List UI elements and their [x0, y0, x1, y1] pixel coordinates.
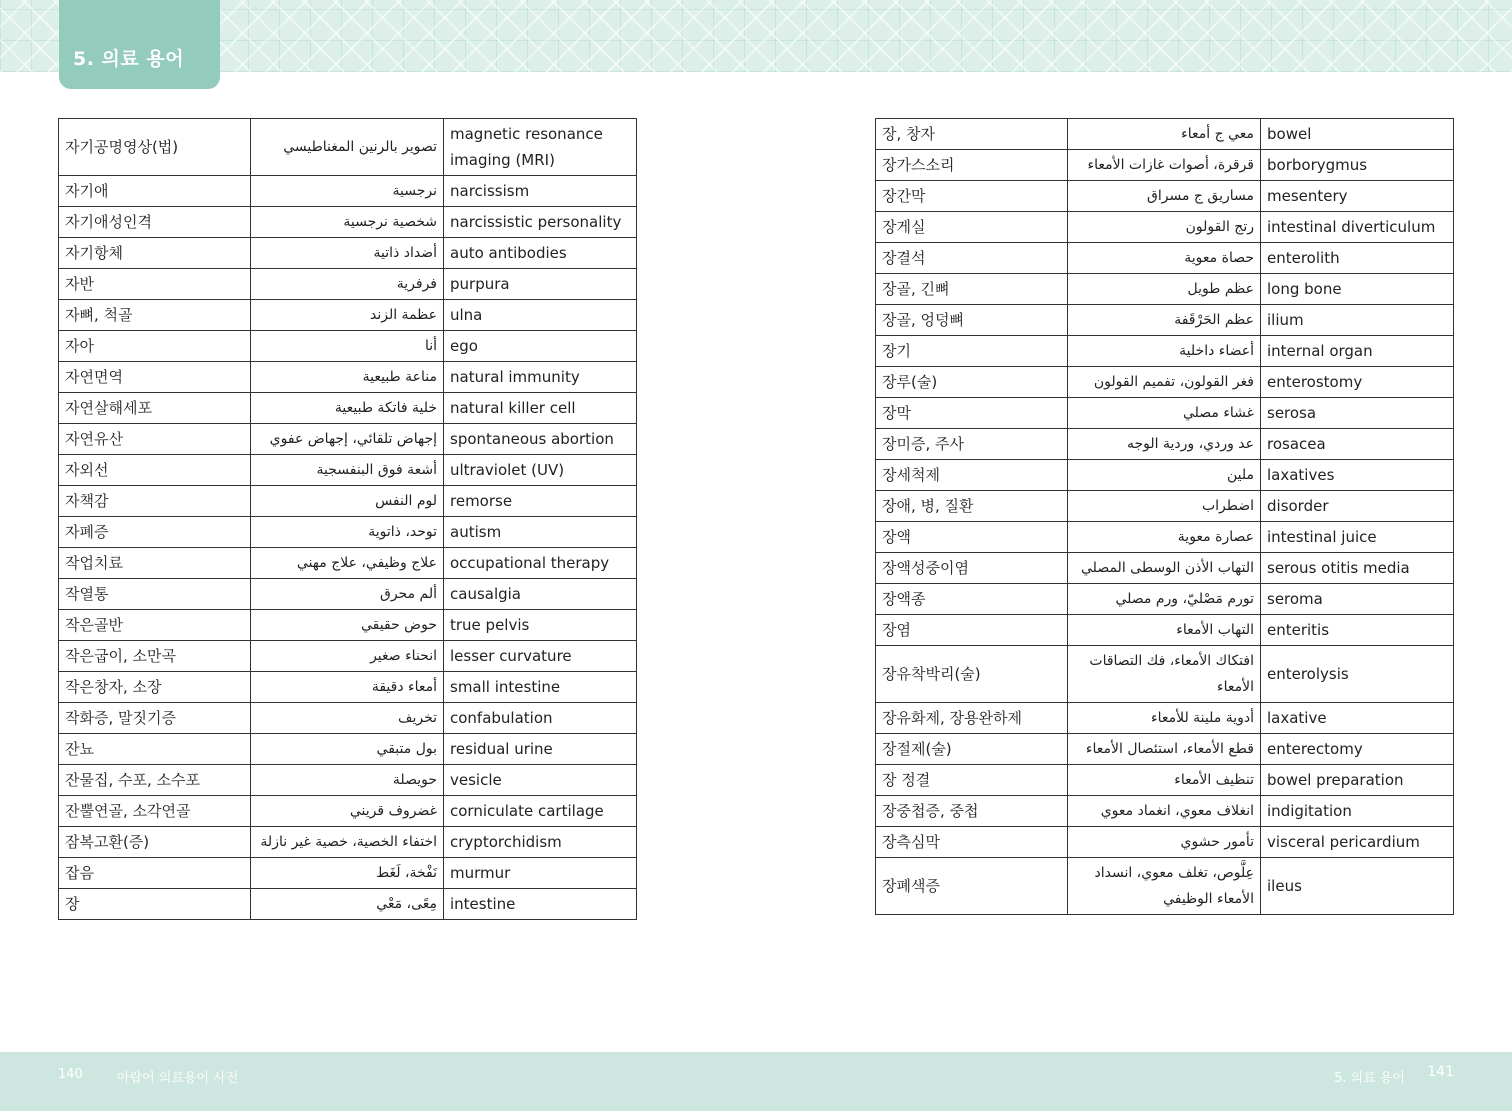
korean-term: 작은굽이, 소만곡 [59, 641, 251, 672]
arabic-term: عِلَّوص، تغلف معوي، انسداد الأمعاء الوظيفي [1068, 858, 1261, 915]
korean-term: 자연살해세포 [59, 393, 251, 424]
table-row [59, 424, 637, 455]
table-row [876, 429, 1454, 460]
table-row [59, 119, 637, 176]
arabic-term: أعضاء داخلية [1068, 336, 1261, 367]
arabic-term: أشعة فوق البنفسجية [251, 455, 444, 486]
table-row [876, 491, 1454, 522]
arabic-term: تأمور حشوي [1068, 827, 1261, 858]
table-row [59, 207, 637, 238]
table-row [876, 119, 1454, 150]
table-row [59, 455, 637, 486]
korean-term: 장폐색증 [876, 858, 1068, 915]
korean-term: 자기애성인격 [59, 207, 251, 238]
arabic-term: غضروف قريني [251, 796, 444, 827]
arabic-term: حصاة معوية [1068, 243, 1261, 274]
table-row [59, 827, 637, 858]
table-row [876, 181, 1454, 212]
arabic-term: علاج وظيفي، علاج مهني [251, 548, 444, 579]
english-term: bowel [1261, 119, 1454, 150]
english-term: intestinal diverticulum [1261, 212, 1454, 243]
right-page-number: 141 [1427, 1064, 1454, 1080]
korean-term: 장막 [876, 398, 1068, 429]
korean-term: 장유화제, 장용완하제 [876, 703, 1068, 734]
korean-term: 장중첩증, 중첩 [876, 796, 1068, 827]
arabic-term: التهاب الأذن الوسطى المصلي [1068, 553, 1261, 584]
table-row [59, 238, 637, 269]
korean-term: 자연면역 [59, 362, 251, 393]
arabic-term: مساريق ج مسراق [1068, 181, 1261, 212]
korean-term: 잔물집, 수포, 소수포 [59, 765, 251, 796]
korean-term: 장골, 긴뼈 [876, 274, 1068, 305]
table-row [876, 796, 1454, 827]
english-term: vesicle [444, 765, 637, 796]
english-term: intestine [444, 889, 637, 920]
arabic-term: التهاب الأمعاء [1068, 615, 1261, 646]
table-row [876, 703, 1454, 734]
table-row [876, 827, 1454, 858]
table-row [59, 641, 637, 672]
english-term: long bone [1261, 274, 1454, 305]
left-running-title: 아랍어 의료용어 사전 [117, 1071, 239, 1086]
table-row [59, 579, 637, 610]
english-term: small intestine [444, 672, 637, 703]
korean-term: 작은창자, 소장 [59, 672, 251, 703]
korean-term: 장가스소리 [876, 150, 1068, 181]
table-row [59, 672, 637, 703]
korean-term: 자아 [59, 331, 251, 362]
english-term: narcissistic personality [444, 207, 637, 238]
english-term: narcissism [444, 176, 637, 207]
chapter-tab: 5. 의료 용어 [59, 0, 220, 89]
korean-term: 장액종 [876, 584, 1068, 615]
english-term: enterectomy [1261, 734, 1454, 765]
english-term: causalgia [444, 579, 637, 610]
table-row [876, 274, 1454, 305]
english-term: occupational therapy [444, 548, 637, 579]
table-row [876, 305, 1454, 336]
arabic-term: رتج القولون [1068, 212, 1261, 243]
arabic-term: فغر القولون، تفميم القولون [1068, 367, 1261, 398]
arabic-term: أمعاء دقيقة [251, 672, 444, 703]
table-row [876, 212, 1454, 243]
header-pattern-band [0, 0, 1512, 72]
english-term: seroma [1261, 584, 1454, 615]
korean-term: 잠복고환(증) [59, 827, 251, 858]
korean-term: 장간막 [876, 181, 1068, 212]
arabic-term: مِعًى، مَعْي [251, 889, 444, 920]
english-term: true pelvis [444, 610, 637, 641]
table-row [59, 300, 637, 331]
arabic-term: غشاء مصلي [1068, 398, 1261, 429]
korean-term: 장루(술) [876, 367, 1068, 398]
arabic-term: ملين [1068, 460, 1261, 491]
korean-term: 장골, 엉덩뼈 [876, 305, 1068, 336]
english-term: mesentery [1261, 181, 1454, 212]
left-page-number: 140 [58, 1067, 83, 1082]
korean-term: 자연유산 [59, 424, 251, 455]
english-term: borborygmus [1261, 150, 1454, 181]
korean-term: 잔뇨 [59, 734, 251, 765]
arabic-term: قطع الأمعاء، استئصال الأمعاء [1068, 734, 1261, 765]
table-row [59, 517, 637, 548]
korean-term: 자기애 [59, 176, 251, 207]
korean-term: 장세척제 [876, 460, 1068, 491]
arabic-term: حويصلة [251, 765, 444, 796]
english-term: laxatives [1261, 460, 1454, 491]
english-term: auto antibodies [444, 238, 637, 269]
table-row [59, 548, 637, 579]
table-row [876, 336, 1454, 367]
english-term: magnetic resonance imaging (MRI) [444, 119, 637, 176]
korean-term: 장, 창자 [876, 119, 1068, 150]
arabic-term: اضطراب [1068, 491, 1261, 522]
arabic-term: معي ج أمعاء [1068, 119, 1261, 150]
arabic-term: أنا [251, 331, 444, 362]
korean-term: 자기공명영상(법) [59, 119, 251, 176]
arabic-term: مناعة طبيعية [251, 362, 444, 393]
table-row [59, 796, 637, 827]
arabic-term: نَفْخة، لَغَط [251, 858, 444, 889]
table-row [59, 765, 637, 796]
arabic-term: لوم النفس [251, 486, 444, 517]
korean-term: 자반 [59, 269, 251, 300]
korean-term: 자외선 [59, 455, 251, 486]
arabic-term: ألم محرق [251, 579, 444, 610]
arabic-term: شخصية نرجسية [251, 207, 444, 238]
arabic-term: بول متبقي [251, 734, 444, 765]
table-row [59, 176, 637, 207]
korean-term: 장 정결 [876, 765, 1068, 796]
right-running-title: 5. 의료 용어 [1334, 1071, 1405, 1086]
english-term: visceral pericardium [1261, 827, 1454, 858]
arabic-term: فرفرية [251, 269, 444, 300]
arabic-term: عظمة الزند [251, 300, 444, 331]
table-row [876, 858, 1454, 915]
table-row [876, 615, 1454, 646]
english-term: enterolysis [1261, 646, 1454, 703]
arabic-term: خلية فاتكة طبيعية [251, 393, 444, 424]
table-row [876, 584, 1454, 615]
korean-term: 자기항체 [59, 238, 251, 269]
arabic-term: إجهاض تلقائي، إجهاض عفوي [251, 424, 444, 455]
korean-term: 장 [59, 889, 251, 920]
english-term: laxative [1261, 703, 1454, 734]
english-term: lesser curvature [444, 641, 637, 672]
korean-term: 잔뿔연골, 소각연골 [59, 796, 251, 827]
korean-term: 장액 [876, 522, 1068, 553]
table-row [876, 460, 1454, 491]
english-term: remorse [444, 486, 637, 517]
table-row [59, 703, 637, 734]
arabic-term: توحد، ذاتوية [251, 517, 444, 548]
table-row [876, 734, 1454, 765]
table-row [876, 243, 1454, 274]
table-row [59, 889, 637, 920]
arabic-term: انغلاف معوي، انغماد معوي [1068, 796, 1261, 827]
korean-term: 장결석 [876, 243, 1068, 274]
table-row [59, 393, 637, 424]
english-term: enteritis [1261, 615, 1454, 646]
arabic-term: أضداد ذاتية [251, 238, 444, 269]
arabic-term: قرقرة، أصوات غازات الأمعاء [1068, 150, 1261, 181]
english-term: enterostomy [1261, 367, 1454, 398]
table-row [876, 150, 1454, 181]
english-term: serous otitis media [1261, 553, 1454, 584]
english-term: confabulation [444, 703, 637, 734]
table-row [59, 858, 637, 889]
table-row [59, 486, 637, 517]
english-term: internal organ [1261, 336, 1454, 367]
english-term: corniculate cartilage [444, 796, 637, 827]
arabic-term: تورم مَصْليّ، ورم مصلي [1068, 584, 1261, 615]
footer-band [0, 1052, 1512, 1111]
arabic-term: حوض حقيقي [251, 610, 444, 641]
english-term: ultraviolet (UV) [444, 455, 637, 486]
english-term: residual urine [444, 734, 637, 765]
english-term: ilium [1261, 305, 1454, 336]
korean-term: 장기 [876, 336, 1068, 367]
korean-term: 작업치료 [59, 548, 251, 579]
korean-term: 장액성중이염 [876, 553, 1068, 584]
table-row [876, 367, 1454, 398]
korean-term: 작은골반 [59, 610, 251, 641]
english-term: ulna [444, 300, 637, 331]
english-term: purpura [444, 269, 637, 300]
arabic-term: نرجسية [251, 176, 444, 207]
english-term: rosacea [1261, 429, 1454, 460]
english-term: murmur [444, 858, 637, 889]
table-row [59, 610, 637, 641]
arabic-term: عد وردي، وردية الوجه [1068, 429, 1261, 460]
table-row [59, 331, 637, 362]
english-term: enterolith [1261, 243, 1454, 274]
korean-term: 자책감 [59, 486, 251, 517]
korean-term: 자뼈, 척골 [59, 300, 251, 331]
arabic-term: عصارة معوية [1068, 522, 1261, 553]
korean-term: 잡음 [59, 858, 251, 889]
korean-term: 장미증, 주사 [876, 429, 1068, 460]
arabic-term: انحناء صغير [251, 641, 444, 672]
left-term-table [58, 118, 637, 920]
arabic-term: عظم طويل [1068, 274, 1261, 305]
arabic-term: اختفاء الخصية، خصية غير نازلة [251, 827, 444, 858]
english-term: natural killer cell [444, 393, 637, 424]
korean-term: 장애, 병, 질환 [876, 491, 1068, 522]
korean-term: 장염 [876, 615, 1068, 646]
english-term: bowel preparation [1261, 765, 1454, 796]
english-term: spontaneous abortion [444, 424, 637, 455]
table-row [876, 398, 1454, 429]
english-term: ego [444, 331, 637, 362]
korean-term: 장게실 [876, 212, 1068, 243]
table-row [876, 553, 1454, 584]
table-row [59, 269, 637, 300]
table-row [59, 362, 637, 393]
english-term: natural immunity [444, 362, 637, 393]
arabic-term: عظم الحَرْقَفة [1068, 305, 1261, 336]
right-term-table [875, 118, 1454, 915]
table-row [876, 522, 1454, 553]
english-term: serosa [1261, 398, 1454, 429]
arabic-term: تنظيف الأمعاء [1068, 765, 1261, 796]
table-row [876, 765, 1454, 796]
arabic-term: أدوية ملينة للأمعاء [1068, 703, 1261, 734]
korean-term: 장유착박리(술) [876, 646, 1068, 703]
english-term: intestinal juice [1261, 522, 1454, 553]
english-term: indigitation [1261, 796, 1454, 827]
english-term: ileus [1261, 858, 1454, 915]
table-row [59, 734, 637, 765]
english-term: autism [444, 517, 637, 548]
table-row [876, 646, 1454, 703]
korean-term: 작열통 [59, 579, 251, 610]
english-term: disorder [1261, 491, 1454, 522]
arabic-term: تخريف [251, 703, 444, 734]
arabic-term: تصوير بالرنين المغناطيسي [251, 119, 444, 176]
korean-term: 작화증, 말짓기증 [59, 703, 251, 734]
korean-term: 자폐증 [59, 517, 251, 548]
arabic-term: افتكاك الأمعاء، فك التصاقات الأمعاء [1068, 646, 1261, 703]
english-term: cryptorchidism [444, 827, 637, 858]
korean-term: 장측심막 [876, 827, 1068, 858]
korean-term: 장절제(술) [876, 734, 1068, 765]
